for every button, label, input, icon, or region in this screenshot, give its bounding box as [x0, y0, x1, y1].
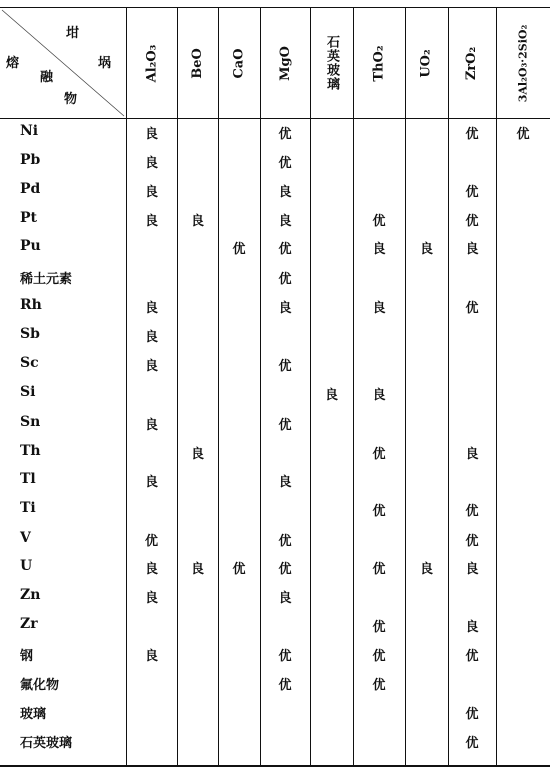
table-cell: 优 [465, 301, 479, 316]
table-cell: 良 [324, 388, 338, 403]
column-divider [260, 8, 261, 765]
row-label: Si [20, 384, 36, 400]
table-cell: 良 [144, 185, 158, 200]
table-cell: 良 [144, 475, 158, 490]
table-cell: 良 [144, 418, 158, 433]
row-label: Pb [20, 152, 41, 168]
row-label: Sn [20, 414, 41, 430]
row-label: Tl [20, 471, 36, 487]
row-label: V [20, 530, 31, 546]
table-cell: 良 [144, 214, 158, 229]
header-rule [0, 118, 550, 119]
column-header [218, 8, 260, 118]
table-cell: 优 [372, 447, 386, 462]
table-cell: 良 [144, 156, 158, 171]
table-cell: 良 [144, 330, 158, 345]
table-cell: 优 [372, 620, 386, 635]
table-cell: 优 [372, 214, 386, 229]
row-label: Ti [20, 500, 36, 516]
table-cell: 优 [278, 562, 292, 577]
table-cell: 优 [465, 736, 479, 751]
row-label: Pd [20, 181, 41, 197]
corner-char-3: 熔 [6, 56, 20, 71]
table-cell: 良 [278, 591, 292, 606]
column-divider [353, 8, 354, 765]
column-header-label: MgO [277, 45, 293, 81]
table-cell: 良 [144, 562, 158, 577]
table-cell: 优 [516, 127, 530, 142]
column-divider [126, 8, 127, 765]
table-cell: 优 [465, 649, 479, 664]
column-header-label: ZrO₂ [464, 46, 480, 80]
column-header [496, 8, 550, 118]
row-label: U [20, 558, 33, 574]
table-cell: 优 [372, 504, 386, 519]
table-cell: 良 [465, 242, 479, 257]
column-header [260, 8, 310, 118]
table-cell: 优 [278, 418, 292, 433]
row-label: Rh [20, 297, 42, 313]
row-label: Th [20, 443, 41, 459]
column-divider [218, 8, 219, 765]
table-cell: 优 [465, 504, 479, 519]
corner-char-2: 埚 [98, 56, 112, 71]
table-cell: 良 [372, 242, 386, 257]
table-cell: 良 [190, 214, 204, 229]
column-header [177, 8, 218, 118]
row-label: Sc [20, 355, 39, 371]
table-cell: 良 [278, 475, 292, 490]
corner-char-1: 坩 [66, 26, 80, 41]
column-header [448, 8, 496, 118]
table-cell: 优 [465, 214, 479, 229]
table-cell: 优 [372, 562, 386, 577]
column-divider [448, 8, 449, 765]
table-cell: 优 [278, 359, 292, 374]
table-cell: 良 [278, 214, 292, 229]
table-cell: 良 [278, 301, 292, 316]
column-header [126, 8, 177, 118]
row-label: Ni [20, 123, 39, 139]
table-cell: 良 [144, 359, 158, 374]
table-cell: 良 [372, 301, 386, 316]
table-cell: 优 [465, 534, 479, 549]
corner-char-4: 融 [40, 70, 54, 85]
table-cell: 良 [144, 649, 158, 664]
column-header-label: Al₂O₃ [144, 44, 159, 82]
table-cell: 良 [465, 562, 479, 577]
column-divider [496, 8, 497, 765]
table-cell: 优 [372, 649, 386, 664]
header-corner [0, 8, 126, 118]
table-cell: 优 [278, 272, 292, 287]
table-cell: 优 [372, 678, 386, 693]
column-header-label: ThO₂ [371, 44, 387, 82]
table-cell: 优 [278, 242, 292, 257]
row-label: 玻璃 [20, 707, 47, 722]
row-label: Zn [20, 587, 41, 603]
column-divider [310, 8, 311, 765]
table-cell: 优 [144, 534, 158, 549]
row-label: 石英玻璃 [20, 736, 73, 751]
table-cell: 优 [278, 678, 292, 693]
table-cell: 良 [144, 301, 158, 316]
table-cell: 良 [190, 562, 204, 577]
table-cell: 良 [278, 185, 292, 200]
bottom-rule [0, 765, 550, 767]
table-cell: 优 [232, 562, 246, 577]
table-cell: 良 [419, 562, 433, 577]
table-cell: 良 [465, 620, 479, 635]
column-header-label: UO₂ [418, 48, 434, 78]
table-cell: 优 [278, 156, 292, 171]
table-cell: 优 [465, 127, 479, 142]
table-cell: 良 [465, 447, 479, 462]
column-header-label: 3Al₂O₃·2SiO₂ [516, 24, 530, 102]
row-label: 稀土元素 [20, 272, 73, 287]
row-label: Sb [20, 326, 40, 342]
table-cell: 良 [144, 127, 158, 142]
table-cell: 优 [465, 185, 479, 200]
table-cell: 优 [278, 534, 292, 549]
column-header-label: CaO [231, 47, 247, 79]
table-cell: 优 [278, 127, 292, 142]
corner-char-5: 物 [64, 92, 78, 107]
table-cell: 优 [278, 649, 292, 664]
row-label: 钢 [20, 649, 34, 664]
table-cell: 优 [232, 242, 246, 257]
column-header-label: BeO [190, 47, 205, 79]
column-divider [405, 8, 406, 765]
row-label: Pu [20, 238, 41, 254]
column-divider [177, 8, 178, 765]
table-cell: 良 [372, 388, 386, 403]
column-header-label: 石英玻璃 [324, 35, 339, 91]
column-header [405, 8, 448, 118]
row-label: Pt [20, 210, 37, 226]
column-header [353, 8, 405, 118]
row-label: 氟化物 [20, 678, 60, 693]
row-label: Zr [20, 616, 38, 632]
table-cell: 良 [419, 242, 433, 257]
table-cell: 良 [190, 447, 204, 462]
column-header [310, 8, 353, 118]
table-cell: 优 [465, 707, 479, 722]
table-cell: 良 [144, 591, 158, 606]
